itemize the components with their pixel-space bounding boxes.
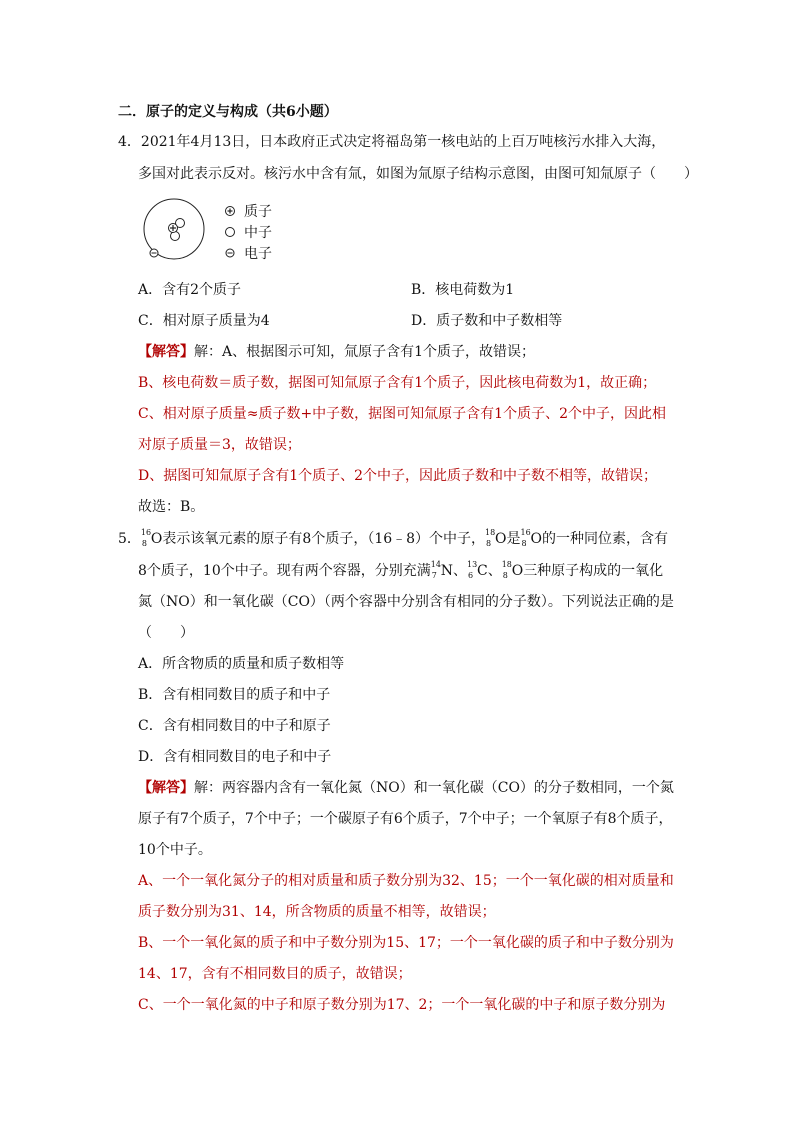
- q4-answer-text: 解：A、根据图示可知，氚原子含有1个质子，故错误；: [194, 344, 536, 360]
- isotope-o16: 16 8: [140, 528, 152, 548]
- q5-answer-tag: 【解答】: [138, 780, 194, 796]
- isotope-n14: 14 7: [430, 560, 441, 580]
- legend-electron-label: 电子: [244, 246, 272, 262]
- q4-option-a: A．含有2个质子: [138, 282, 242, 298]
- q5-answer-line6: B、一个一氧化氮的质子和中子数分别为15、17；一个一氧化碳的质子和中子数分别为: [138, 935, 674, 951]
- legend-proton-label: 质子: [244, 204, 272, 220]
- isotope-o16-symbol: O: [150, 531, 163, 547]
- q5-stem-line2: 8个质子，10个中子。现有两个容器，分别充满 14 7 N、 13 6 C、 18 8 O三种原子构成的一氧化: [138, 560, 664, 580]
- q4-answer-line1: [138, 342, 535, 362]
- electron-icon: [224, 245, 244, 263]
- q4-answer-line4: 对原子质量＝3，故错误；: [138, 437, 301, 453]
- q4-option-b: B．核电荷数为1: [411, 282, 515, 298]
- q4-option-d: D．质子数和中子数相等: [411, 313, 563, 329]
- section-title: 二．原子的定义与构成（共6小题）: [118, 104, 338, 120]
- q5-stem-line4: （ ）: [138, 625, 194, 641]
- legend-neutron: [224, 224, 272, 242]
- q5-answer-line5: 质子数分别为31、14，所含物质的质量不相等，故错误；: [138, 904, 496, 920]
- q5-option-b: B．含有相同数目的质子和中子: [138, 687, 331, 703]
- q5-option-a: A．所含物质的质量和质子数相等: [138, 656, 345, 672]
- tritium-atom-diagram: [130, 195, 210, 261]
- neutron-icon: [224, 224, 244, 242]
- legend-proton: [224, 203, 272, 221]
- q4-answer-line3: C、相对原子质量≈质子数+中子数，据图可知氚原子含有1个质子、2个中子，因此相: [138, 406, 666, 422]
- q5-answer-line2: 原子有7个质子，7个中子；一个碳原子有6个质子，7个中子；一个氧原子有8个质子，: [138, 811, 673, 827]
- q5-option-c: C．含有相同数目的中子和原子: [138, 718, 331, 734]
- q5-stem-line1: 5． 16 8 O表示该氧元素的原子有8个质子，（16﹣8）个中子， 18 8 O是 16 8 O的一种同位素，含有: [118, 528, 669, 548]
- q4-stem-line1: 4．2021年4月13日，日本政府正式决定将福岛第一核电站的上百万吨核污水排入大海，: [118, 134, 666, 150]
- isotope-c13: 13 6: [466, 560, 478, 580]
- q5-stem-line3: 氮（NO）和一氧化碳（CO）（两个容器中分别含有相同的分子数）。下列说法正确的是: [138, 594, 674, 610]
- q4-answer-line6: 故选：B。: [138, 499, 205, 515]
- isotope-o16-ref: 16 8: [520, 528, 531, 548]
- q4-option-c: C．相对原子质量为4: [138, 313, 270, 329]
- isotope-o18: 18 8: [485, 528, 496, 548]
- q5-option-d: D．含有相同数目的电子和中子: [138, 749, 332, 765]
- isotope-o18-b: 18 8: [501, 560, 512, 580]
- q5-answer-line7: 14、17，含有不相同数目的质子，故错误；: [138, 966, 412, 982]
- q4-answer-line2: B、核电荷数＝质子数，据图可知氚原子含有1个质子，因此核电荷数为1，故正确；: [138, 375, 657, 391]
- q5-answer-line4: A、一个一氧化氮分子的相对质量和质子数分别为32、15；一个一氧化碳的相对质量和: [138, 873, 674, 889]
- q4-answer-tag: 【解答】: [138, 344, 194, 360]
- q5-answer-line3: 10个中子。: [138, 842, 212, 858]
- q5-answer-line8: C、一个一氧化氮的中子和原子数分别为17、2；一个一氧化碳的中子和原子数分别为: [138, 997, 666, 1013]
- q4-stem-line2: 多国对此表示反对。核污水中含有氚，如图为氚原子结构示意图，由图可知氚原子（ ）: [138, 166, 698, 182]
- proton-icon: [224, 203, 244, 221]
- q5-number: 5．: [118, 531, 141, 547]
- legend-neutron-label: 中子: [244, 225, 272, 241]
- q5-answer-line1: 【解答】解：两容器内含有一氧化氮（NO）和一氧化碳（CO）的分子数相同，一个氮: [138, 780, 674, 796]
- q4-answer-line5: D、据图可知氚原子含有1个质子、2个中子，因此质子数和中子数不相等，故错误；: [138, 468, 658, 484]
- legend-electron: [224, 245, 272, 263]
